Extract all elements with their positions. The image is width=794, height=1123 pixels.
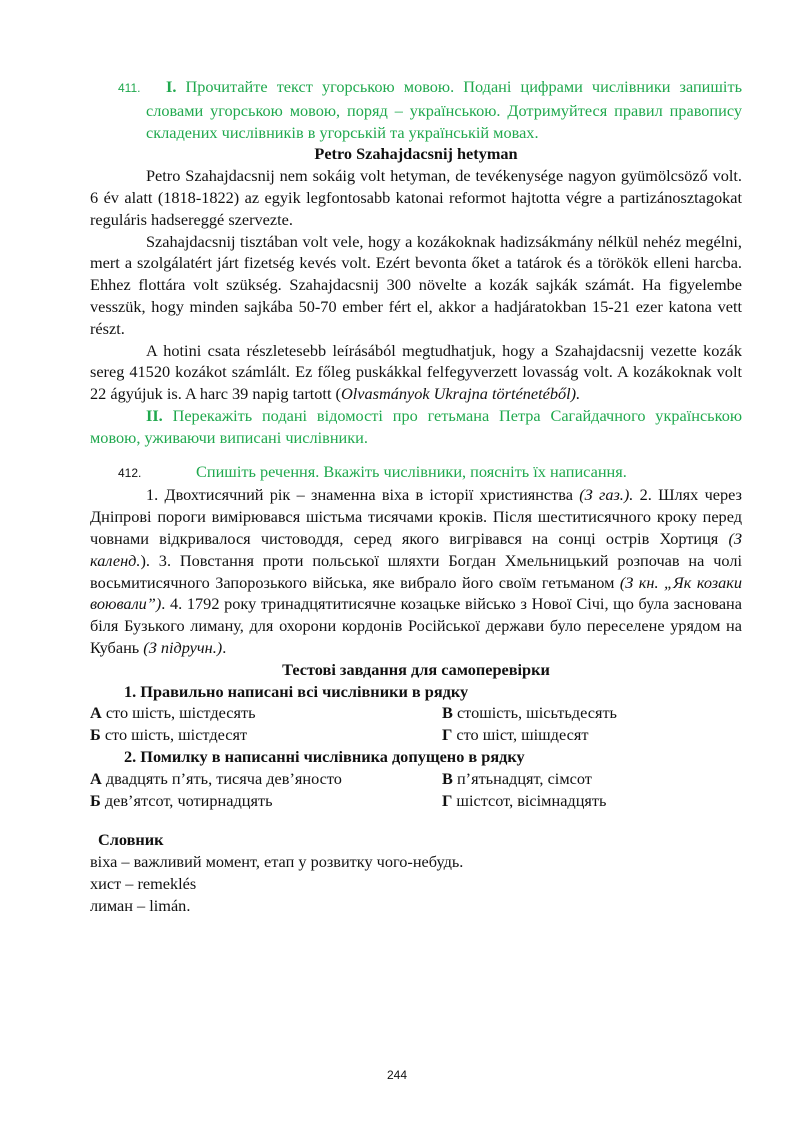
- source-citation: (З підручн.): [143, 637, 223, 657]
- answer-option: В стошість, шісьтьдесять: [442, 703, 617, 723]
- test-title: Тестові завдання для самоперевірки: [282, 659, 550, 679]
- answer-option: Б дев’ятсот, чотирнадцять: [90, 790, 273, 810]
- answer-option: Г сто шіст, шішдесят: [442, 725, 589, 745]
- test-question: 1. Правильно написані всі числівники в рядку: [124, 681, 469, 701]
- task-number: 411.: [118, 81, 141, 95]
- source-citation: (З газ.).: [579, 485, 634, 505]
- task-label: I.: [166, 77, 177, 96]
- dictionary-entry: лиман – limán.: [90, 895, 191, 915]
- page-content: [90, 76, 742, 916]
- answer-row: [90, 790, 742, 812]
- test-question: 2. Помилку в написанні числівника допущено в рядку: [124, 746, 525, 766]
- task-411-part2: [90, 405, 742, 449]
- page-number: 244: [386, 1068, 408, 1082]
- dictionary-entry: віха – важливий момент, етап у розвитку чого-небудь.: [90, 852, 464, 872]
- paragraph: Petro Szahajdacsnij nem sokáig volt hetyman, de tevékenysége nagyon gyümölcsöző volt. 6 év alatt (1818-1822) az egyik legfontosabb katonai reformot hajtotta végre a partizánosztagokat reguláris hadsereggé szervezte.: [90, 166, 742, 229]
- paragraph: [90, 340, 742, 405]
- answer-option: В п’ятьнадцят, сімсот: [442, 768, 592, 788]
- dictionary-title: Словник: [98, 830, 164, 850]
- task-412-instruction: [90, 461, 742, 485]
- paragraph: Szahajdacsnij tisztában volt vele, hogy a kozákoknak hadizsákmány nélkül nehéz megélni, mert a szolgálatért járt fizetség kevés volt. Ezért bevonta őket a tatárok és a törökök elleni harcba. Ehhez flottára volt szükség. Szahajdacsnij 300 növelte a kozák sajkák számát. Ha figyelembe vesszük, hogy minden sajkába 50-70 ember fért el, akkor a hadjáratokban 15-21 ezer katona vett részt.: [90, 231, 742, 338]
- dictionary-entry: хист – remeklés: [90, 873, 197, 893]
- answer-row: [90, 768, 742, 790]
- paragraph-text: A hotini csata részletesebb leírásából megtudhatjuk, hogy a Szahajdacsnij vezette kozák sereg 41520 kozákot számlált. Ez főleg puskákkal felfegyverzett lovasság volt. A kozákoknak volt 22 ágyújuk is. A harc 39 napig tartott (: [90, 340, 742, 404]
- task-label: II.: [146, 405, 163, 425]
- source-citation: (З кн. „Як козаки воювали”): [90, 572, 742, 614]
- task-411-instruction: [90, 76, 742, 143]
- source-citation: (З календ.: [90, 528, 742, 570]
- answer-option: Г шістсот, вісімнадцять: [442, 790, 607, 810]
- answer-option: А двадцять п’ять, тисяча дев’яносто: [90, 768, 342, 788]
- answer-row: [90, 702, 742, 724]
- answer-option: Б сто шість, шістдесят: [90, 725, 248, 745]
- source-citation: Olvasmányok Ukrajna történetéből).: [340, 384, 581, 404]
- text-title: Petro Szahajdacsnij hetyman: [314, 144, 518, 164]
- task-instruction-text: Спишіть речення. Вкажіть числівники, поясніть їх написання.: [196, 461, 627, 481]
- answer-row: [90, 724, 742, 746]
- task-instruction-text: Перекажіть подані відомості про гетьмана Петра Сагайдачного українською мовою, уживаючи виписані числівники.: [90, 405, 742, 447]
- task-instruction-text: Прочитайте текст угорською мовою. Подані цифрами числівники запишіть словами угорською мовою, поряд – українською. Дотримуйтеся правил правопису складених числівників в угорській та українській мовах.: [146, 77, 742, 142]
- task-number: 412.: [118, 465, 142, 480]
- answer-option: А сто шість, шістдесять: [90, 703, 256, 723]
- task-412-sentences: 1. Двохтисячний рік – знаменна віха в історії християнства (З газ.). 2. Шлях через Дніпрові пороги вимірювався шістьма тисячами кроків. Після шеститисячного кроку перед човнами відкривалося чистоводдя, серед якого вигрівався на сонці острів Хортиця (З календ.). 3. Повстання проти польської шляхти Богдан Хмельницький розпочав на чолі восьмитисячного Запорозького війська, яке вибрало його своїм гетьманом (З кн. „Як козаки воювали”). 4. 1792 року тринадцятитисячне козацьке військо з Нової Січі, що була заснована біля Бузького лиману, для охорони кордонів Російської держави було переселене урядом на Кубань (З підручн.).: [90, 485, 742, 657]
